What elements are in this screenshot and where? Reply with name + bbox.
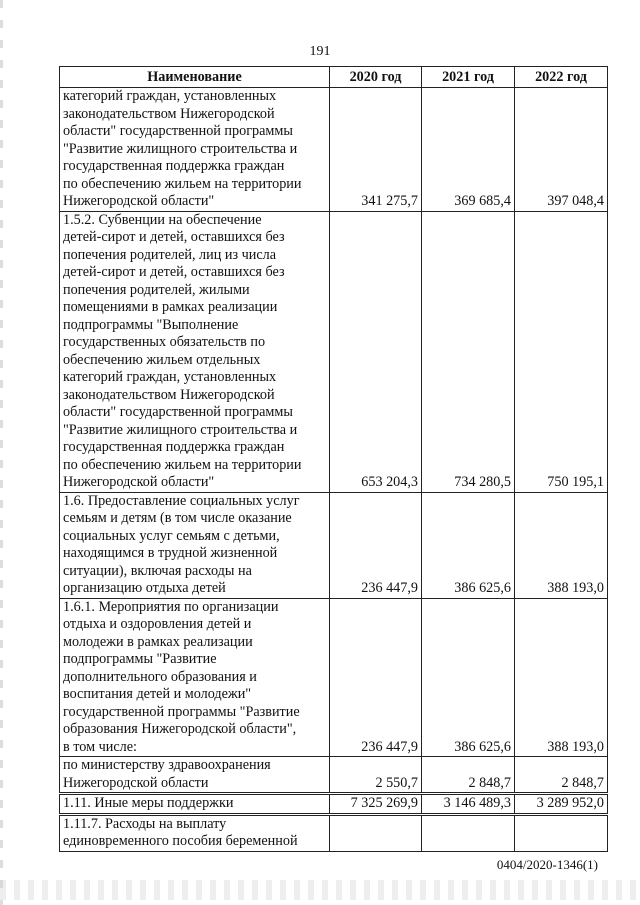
budget-table xyxy=(59,66,608,852)
row-value-2022: 750 195,1 xyxy=(515,211,608,492)
table-row xyxy=(60,492,608,598)
row-name: 1.11. Иные меры поддержки xyxy=(60,794,330,815)
row-value-2022: 388 193,0 xyxy=(515,598,608,757)
row-value-2022: 2 848,7 xyxy=(515,757,608,794)
table-row xyxy=(60,794,608,815)
row-name: 1.6.1. Мероприятия по организации отдыха и оздоровления детей и молодежи в рамках реализации подпрограммы "Развитие дополнительного образования и воспитания детей и молодежи" государственной программы "Развитие образования Нижегородской области", в том числе: xyxy=(60,598,330,757)
document-code: 0404/2020-1346(1) xyxy=(496,857,598,872)
row-value-2021: 3 146 489,3 xyxy=(422,794,515,815)
row-name: 1.6. Предоставление социальных услуг семьям и детям (в том числе оказание социальных услуг семьям с детьми, находящимся в трудной жизненной ситуации), включая расходы на организацию отдыха детей xyxy=(60,492,330,598)
row-name: 1.11.7. Расходы на выплату единовременного пособия беременной xyxy=(60,814,330,851)
header-2021: 2021 год xyxy=(422,67,515,88)
row-name: по министерству здравоохранения Нижегородской области xyxy=(60,757,330,794)
row-value-2020: 341 275,7 xyxy=(330,88,422,212)
row-value-2021: 2 848,7 xyxy=(422,757,515,794)
row-value-2020: 653 204,3 xyxy=(330,211,422,492)
row-value-2022: 388 193,0 xyxy=(515,492,608,598)
row-value-2021: 734 280,5 xyxy=(422,211,515,492)
row-value-2022: 397 048,4 xyxy=(515,88,608,212)
row-value-2021: 386 625,6 xyxy=(422,598,515,757)
row-value-2020: 7 325 269,9 xyxy=(330,794,422,815)
table-row xyxy=(60,88,608,212)
table-row xyxy=(60,757,608,794)
page-number: 191 xyxy=(309,44,331,59)
row-value-2021 xyxy=(422,814,515,851)
table-row xyxy=(60,211,608,492)
table-row xyxy=(60,598,608,757)
row-name: категорий граждан, установленных законодательством Нижегородской области" государственной программы "Развитие жилищного строительства и государственная поддержка граждан по обеспечению жильем на территории Нижегородской области" xyxy=(60,88,330,212)
header-name: Наименование xyxy=(60,67,330,88)
scan-left-edge xyxy=(0,0,3,905)
row-value-2021: 369 685,4 xyxy=(422,88,515,212)
row-value-2022 xyxy=(515,814,608,851)
table-header-row xyxy=(60,67,608,88)
header-2022: 2022 год xyxy=(515,67,608,88)
row-value-2020: 2 550,7 xyxy=(330,757,422,794)
row-value-2022: 3 289 952,0 xyxy=(515,794,608,815)
scan-bottom-artifact xyxy=(0,880,640,900)
row-value-2020: 236 447,9 xyxy=(330,598,422,757)
header-2020: 2020 год xyxy=(330,67,422,88)
row-value-2020 xyxy=(330,814,422,851)
row-value-2021: 386 625,6 xyxy=(422,492,515,598)
table-row xyxy=(60,814,608,851)
row-name: 1.5.2. Субвенции на обеспечение детей-сирот и детей, оставшихся без попечения родителей, лиц из числа детей-сирот и детей, оставшихся без попечения родителей, жилыми помещениями в рамках реализации подпрограммы "Выполнение государственных обязательств по обеспечению жильем отдельных категорий граждан, установленных законодательством Нижегородской области" государственной программы "Развитие жилищного строительства и государственная поддержка граждан по обеспечению жильем на территории Нижегородской области" xyxy=(60,211,330,492)
row-value-2020: 236 447,9 xyxy=(330,492,422,598)
